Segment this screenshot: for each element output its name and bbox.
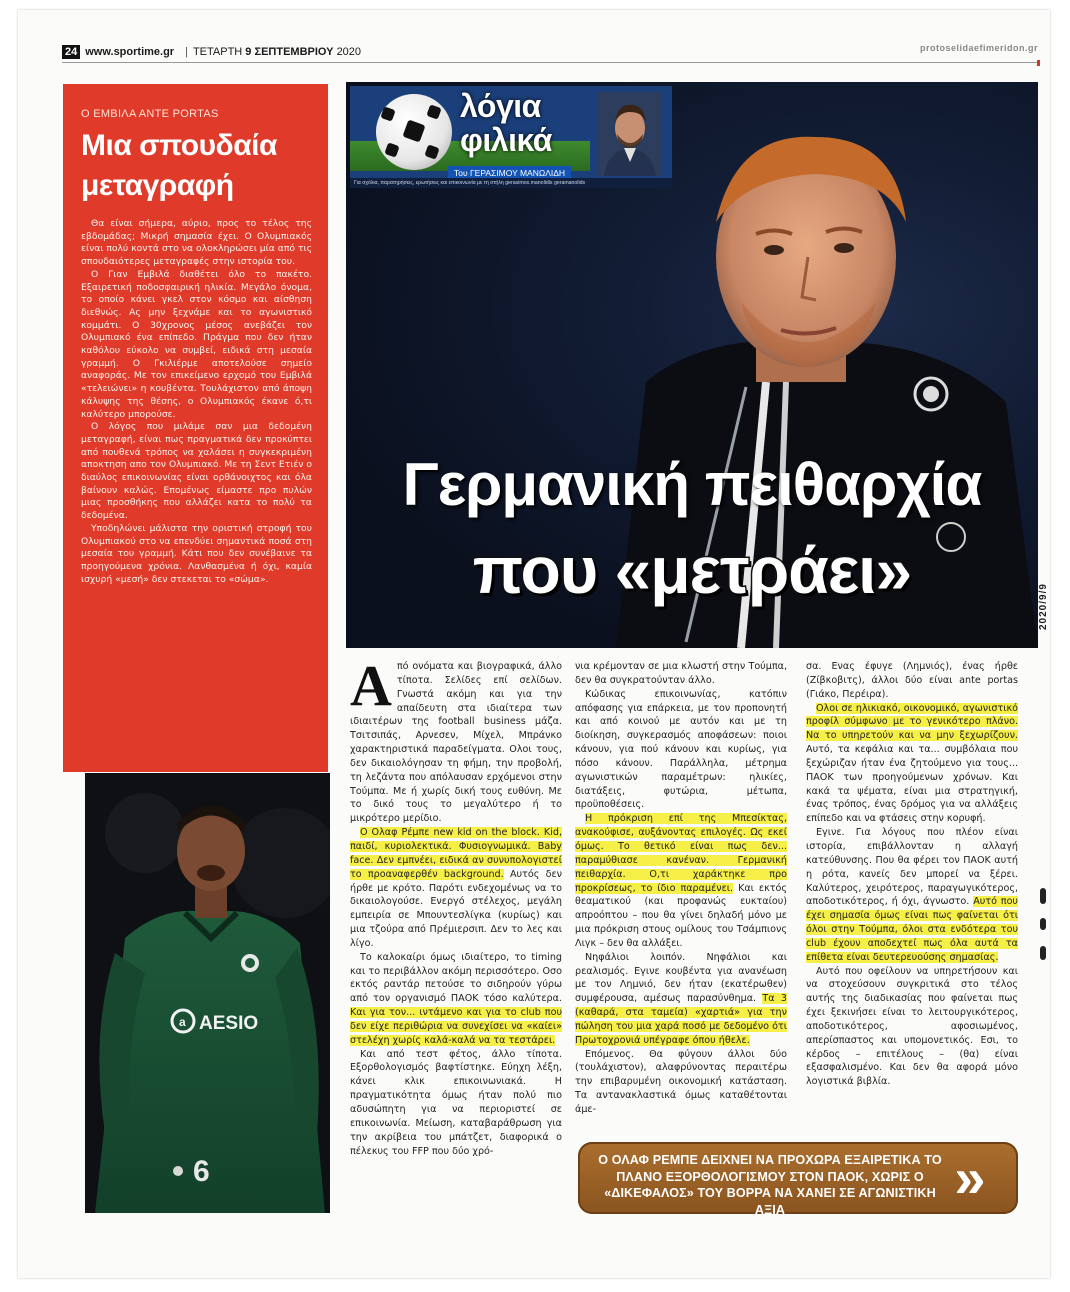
paragraph-text: Νηφάλιοι λοιπόν. Νηφάλιοι και ρεαλισμός. Εγινε κουβέντα για ανανέωση με τον Λημνιό, δεν ήταν (εκατέρωθεν) συμφέρουσα, αμέσως παρασύνθημα. xyxy=(575,951,787,1005)
paragraph-text: Επόμενος. Θα φύγουν άλλοι δύο (τουλάχιστον), αλαφρύνοντας περαιτέρω την επιβαρυμένη οικονομική κατάσταση. Τα αντανακλαστικά όμως καταθέτονται άμε- xyxy=(575,1048,787,1115)
svg-text:a: a xyxy=(179,1015,186,1029)
article-paragraph xyxy=(350,653,562,826)
article-paragraph xyxy=(806,826,1018,964)
highlighted-text: Ολοι σε ηλικιακό, οικονομικό, αγωνιστικό προφίλ σύμφωνο με το γενικότερο πλάνο. Να το υπηρετούν και να μην ξεχωρίζουν. xyxy=(806,702,1018,742)
article-paragraph xyxy=(350,951,562,1048)
player-photo xyxy=(85,773,330,1213)
paragraph-text: Εγινε. Για λόγους που πλέον είναι ιστορία, επιβάλλονταν η αλλαγή κατεύθυνσης. Που θα φέρει τον ΠΑΟΚ αυτή η ρότα, κανείς δεν μπορεί να ξέρει. Καλύτερος, χειρότερος, παραγωγικότερος, αποδοτικότερος, ή όχι, άγνωστο. xyxy=(806,827,1018,908)
article-paragraph xyxy=(806,702,1018,827)
highlighted-text: Ο Ολαφ Ρέμπε new kid on the block. Kid, παιδί, κυριολεκτικά. Φυσιογνωμικά. Baby face. Δεν εμπνέει, ειδικά αν συνυπολογιστεί το προαναφερθέν background. xyxy=(350,827,562,880)
columnist-portrait xyxy=(598,92,662,176)
drop-cap: Α xyxy=(350,653,392,718)
margin-mark xyxy=(1040,918,1046,930)
issue-date-bold: 9 ΣΕΠΤΕΜΒΡΙΟΥ xyxy=(245,46,334,58)
paragraph-text: σα. Ενας έφυγε (Λημνιός), ένας ήρθε (Ζίβκοβιτς), άλλοι δύο είναι ante portas (Γιάκο, Περέιρα). xyxy=(806,661,1018,700)
paragraph-text: Το καλοκαίρι όμως ιδιαίτερο, το timing και το περιβάλλον ακόμη περισσότερο. Οσο εκτός ραντάρ πετούσε το σιδηρούν γύρω από τον οργανισμό ΠΑΟΚ τόσο καλύτερα. xyxy=(350,951,562,1005)
player-illustration xyxy=(85,773,330,1213)
sidebar-paragraph: Ο Γιαν Εμβιλά διαθέτει όλο το πακέτο. Εξαιρετική ποδοσφαιρική ηλικία. Μεγάλο όνομα, το οποίο κάνει γκελ στον κόσμο και αίσθηση διεθνώς. Ας μην ξεχνάμε και το αγωνιστικό κομμάτι. Ο 30χρονος μέσος ανεβάζει τον Ολυμπιακό ένα επίπεδο. Πράγμα που δεν ήταν καθόλου εύκολο να συμβεί, ειδικά στη μεσαία γραμμή. Ο Γκιλιέρμε αποτελούσε σημείο αναφοράς. Με τον επικείμενο ερχομό του Εμβιλά «τελειώνει» η κουβέντα. Τουλάχιστον από άποψη κάλυψης της θέσης, ο Ολυμπιακός έκανε ό,τι καλύτερο μπορούσε. xyxy=(81,268,312,420)
sidebar-body xyxy=(81,218,312,586)
article-column-1 xyxy=(350,653,562,1158)
article-paragraph xyxy=(806,965,1018,1090)
sidebar-title: Μια σπουδαία μεταγραφή xyxy=(81,129,277,202)
sidebar-paragraph: Ο λόγος που μιλάμε σαν μια δεδομένη μεταγραφή, είναι πως πραγματικά δεν προκύπτει από πουθενά τρόπος να χαλάσει η συγκεκριμένη αποκτηση απο τον Ολυμπιακό. Με τη Σεντ Ετιέν ο διαύλος επικοινωνίας είναι ορθάνοιχτος και όλα βαίνουν καλώς. Επομένως είμαστε προ πυλών μιας προσθήκης που αλλάζει κατα το πολύ τα δεδομένα. xyxy=(81,421,312,522)
banner-contact-strip: Για σχόλια, παρατηρήσεις, ερωτήσεις και επικοινωνία με τη στήλη gerasimos.manolidis geramanolids xyxy=(350,178,672,188)
margin-mark xyxy=(1040,888,1046,904)
article-paragraph xyxy=(575,951,787,1048)
paragraph-text: νια κρέμονταν σε μια κλωστή στην Τούμπα, δεν θα συγκρατούνταν άλλο. xyxy=(575,661,787,686)
shirt-number: 6 xyxy=(193,1155,210,1188)
sidebar-paragraph: Υποδηλώνει μάλιστα την οριστική στροφή του Ολυμπιακού στο να επενδύει σημαντικά ποσά στη μεσαία του γραμμή. Κάτι που δεν συνέβαινε τα προηγούμενα χρόνια. Λανθασμένα ή όχι, καμία ισχυρή «μεσή» δεν στεκεται το «σώμα». xyxy=(81,522,312,585)
issue-year: 2020 xyxy=(336,46,362,58)
hero-image xyxy=(346,82,1038,648)
column-banner xyxy=(350,86,672,188)
article-paragraph xyxy=(575,1048,787,1117)
sidebar-kicker: Ο ΕΜΒΙΛΑ ΑΝΤΕ PORTAS xyxy=(81,108,219,120)
article-paragraph xyxy=(806,660,1018,702)
margin-mark xyxy=(1040,946,1046,960)
sidebar-box xyxy=(63,84,328,772)
article-paragraph xyxy=(350,1048,562,1159)
banner-word-2: φιλικά xyxy=(460,122,552,158)
pull-quote-text: Ο ΟΛΑΦ ΡΕΜΠΕ ΔΕΙΧΝΕΙ ΝΑ ΠΡΟΧΩΡΑ ΕΞΑΙΡΕΤΙΚΑ ΤΟ ΠΛΑΝΟ ΕΞΟΡΘΟΛΟΓΙΣΜΟΥ ΣΤΟΝ ΠΑΟΚ, ΧΩΡΙΣ Ο «ΔΙΚΕΦΑΛΟΣ» ΤΟΥ ΒΟΡΡΑ ΝΑ ΧΑΝΕΙ ΣΕ ΑΓΩΝΙΣΤΙΚΗ ΑΞΙΑ xyxy=(598,1153,942,1217)
chevron-right-icon: » xyxy=(954,1146,986,1209)
article-column-2 xyxy=(575,660,787,1117)
header-rule xyxy=(62,62,1037,63)
headline-line-1: Γερμανική πειθαρχία xyxy=(402,451,982,518)
margin-date-stamp: 2020/9/9 xyxy=(1038,583,1049,630)
highlighted-text: Και για τον... ιντάμενο και για το club που δεν είχε περιθώρια να συνεχίσει να «καίει» στελέχη χωρίς καλά-καλά να τα τεστάρει. xyxy=(350,1007,562,1046)
paragraph-text: Αυτό, τα κεφάλια και τα... συμβόλαια που ξεχώριζαν ήταν ένα ζητούμενο για τους... ΠΑΟΚ των προηγούμενων χρόνων. Και κακά τα ψέματα, είναι μια στρατηγική, ένας τρόπος, ένας δρόμος για να αλλάξεις επίπεδο και να φτάσεις στην κορυφή. xyxy=(806,744,1018,825)
page-header xyxy=(62,44,361,60)
header-divider: | xyxy=(185,46,188,58)
issue-day: ΤΕΤΑΡΤΗ xyxy=(192,46,243,58)
issue-date xyxy=(193,46,361,58)
paragraph-text: Αυτός δεν ήρθε με κρότο. Παρότι ενδεχομένως να το δικαιολογούσε. Ενεργό στέλεχος, μεγάλη εμπειρία σε Μπουντεσλίγκα (κυρίως) και μια τζούρα από Πρέμιερσιπ. Δεν το λες και λίγο. xyxy=(350,868,562,949)
header-accent xyxy=(1037,60,1040,66)
shirt-sponsor: AESIO xyxy=(199,1013,259,1034)
article-paragraph xyxy=(575,660,787,688)
article-paragraph xyxy=(575,688,787,813)
highlighted-text: Η πρόκριση επί της Μπεσίκτας, ανακούφισε, αυξάνοντας επιλογές. Ως εκεί όμως. Το θετικό είναι πως δεν... παραμύθιασε κανέναν. Γερμανική πειθαρχία. Ο,τι χαράκτηκε προ προκρίσεως, το ίδιο παραμένει. xyxy=(575,813,787,894)
highlighted-text: Αυτό που έχει σημασία όμως είναι πως φαίνεται ότι όλοι στην Τούμπα, όλοι στα ενδότερα του club έχουν αποδεχτεί πως όλα αυτά τα επίθετα είναι δευτερευούσης σημασίας. xyxy=(806,896,1018,963)
article-column-3 xyxy=(806,660,1018,1089)
banner-word-1: λόγια xyxy=(460,88,541,124)
paragraph-text: πό ονόματα και βιογραφικά, άλλο τίποτα. Σελίδες επί σελίδων. Γνωστά ακόμη και για την απαίδευτη στα ιδιαίτερα των ιδιαιτέρων της football business μάζα. Τσιτσιπάς, Αρνεσεν, Μίχελ, Μπράνκο χαρακτηριστικά παραδείγματα. Ολοι τους, δεν δικαιολόγησαν τη φήμη, την προβολή, τη λεζάντα που απόλαυσαν ερχόμενοι στην Τούμπα. Με ή χωρίς δική τους ευθύνη. Με το δικό τους το μεγαλύτερο ή το μικρότερο μερίδιο. xyxy=(350,661,562,825)
paragraph-text: Κώδικας επικοινωνίας, κατόπιν απόφασης για επάρκεια, με τον προπονητή και από κοινού με αυτόν και με τη διοίκηση, συγκερασμός αποφάσεων: ποιοι κάνουν, για πού κάνουν και κυρίως, για πόσο κάνουν. Παράλληλα, μέτρημα αγωνιστικών παραμέτρων: ηλικίες, διατάξεις, φυτώρια, μέτωπα, προϋποθέσεις. xyxy=(575,688,787,811)
page-number: 24 xyxy=(62,45,80,59)
paragraph-text: Αυτό που οφείλουν να υπηρετήσουν και να στοχεύσουν συγκριτικά στο τέλος αυτής της διαδικασίας που φαίνεται πως έχει ξεκινήσει είναι το λειτουργικότερος, αποδοτικότερος, αφοσιωμένος, απερίσπαστος και υπομονετικός. Εσι, το κέρδος – επιτέλους – (θα) είναι εξασφαλισμένο. Και δεν θα αφορά μόνο λογιστικά βιβλία. xyxy=(806,965,1018,1088)
article-paragraph xyxy=(575,812,787,950)
site-url: www.sportime.gr xyxy=(85,46,175,58)
columnist-byline: Του ΓΕΡΑΣΙΜΟΥ ΜΑΝΩΛΙΔΗ xyxy=(448,166,571,180)
paragraph-text: Και από τεστ φέτος, άλλο τίποτα. Εξορθολογισμός βαφτίστηκε. Εύηχη λέξη, κάνει κλικ επικοινωνιακά. Η πραγματικότητα όμως ήταν πολύ πιο αδυσώπητη για να περιοριστεί σε επικοινωνία. Μείωση, καταβαράθρωση για την ακρίβεια του μπάτζετ, διαφορικά ο πέλεκυς του FFP που δύο χρό- xyxy=(350,1048,562,1157)
article-paragraph xyxy=(350,826,562,951)
highlighted-text: Τα 3 (καθαρά, στα ταμεία) «χαρτιά» για την πώληση του μια χαρά ποσό με δεδομένο ότι Πρωτοχρονιά υπέγραφε όπου ήθελε. xyxy=(575,993,787,1046)
source-watermark: protoselidaefimeridon.gr xyxy=(920,43,1039,53)
headline-line-2: που «μετράει» xyxy=(472,533,912,607)
paragraph-text: Και εκτός θεαματικού (και προφανώς ευκταίου) απροόπτου – που θα γίνει δηλαδή μόνο με μια πρόκριση στους ομίλους του Τσάμπιονς Λιγκ – δεν θα αλλάξει. xyxy=(575,882,787,949)
sidebar-paragraph: Θα είναι σήμερα, αύριο, προς το τέλος της εβδομάδας; Μικρή σημασία έχει. Ο Ολυμπιακός είναι πολύ κοντά στο να ολοκληρώσει μία από τις σπουδαιότερες μεταγραφές στην ιστορία του. xyxy=(81,218,312,268)
football-icon xyxy=(376,94,452,170)
